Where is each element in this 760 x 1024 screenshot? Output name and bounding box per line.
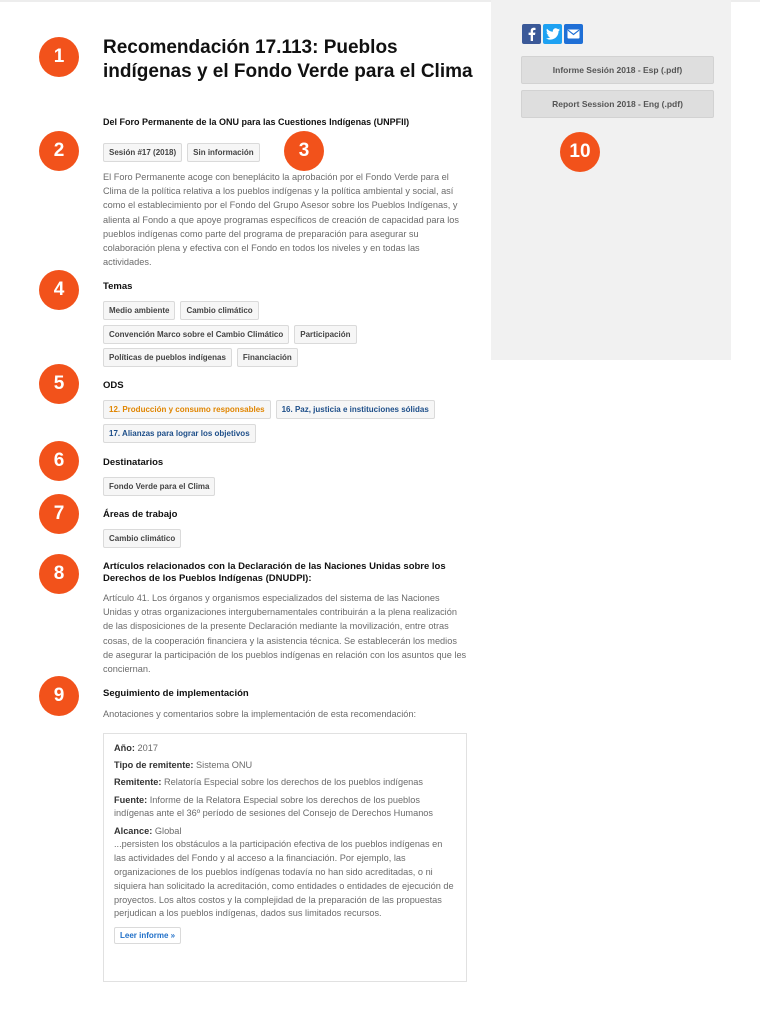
spanish-report-button[interactable]: Informe Sesión 2018 - Esp (.pdf) — [521, 56, 714, 84]
sender-value: Relatoría Especial sobre los derechos de los pueblos indígenas — [164, 777, 423, 788]
sdg-tag-16[interactable]: 16. Paz, justicia e instituciones sólidas — [276, 400, 435, 419]
undrip-article-text: Artículo 41. Los órganos y organismos especializados del sistema de las Naciones Unidas y otras organizaciones intergubernamentales contribuirán a la plena realización de las disposiciones de la presente Declaración mediante la movilización, entre otras cosas, de la cooperación financiera y la asistencia técnica. Se establecerán los medios de asegurar la participación de los pueblos indígenas en relación con los asuntos que les conciernan. — [103, 593, 467, 675]
theme-tag[interactable]: Políticas de pueblos indígenas — [103, 348, 232, 367]
marker-10: 10 — [560, 132, 600, 172]
work-areas-heading: Áreas de trabajo — [103, 509, 178, 520]
scope-value: Global — [154, 825, 182, 836]
marker-2: 2 — [39, 131, 79, 171]
sdg-row-2 — [103, 424, 256, 443]
followup-intro: Anotaciones y comentarios sobre la implementación de esta recomendación: — [103, 709, 417, 719]
marker-5: 5 — [39, 364, 79, 404]
share-bar — [522, 24, 583, 44]
recipients-row — [103, 477, 215, 496]
theme-tag[interactable]: Financiación — [237, 348, 298, 367]
sdg-tag-17[interactable]: 17. Alianzas para lograr los objetivos — [103, 424, 256, 443]
themes-row-3 — [103, 348, 298, 367]
marker-3: 3 — [284, 131, 324, 171]
scope-row: Alcance: Global — [114, 825, 182, 836]
marker-1: 1 — [39, 37, 79, 77]
theme-tag[interactable]: Medio ambiente — [103, 301, 175, 320]
themes-heading: Temas — [103, 281, 133, 292]
sidebar — [491, 0, 731, 360]
undrip-heading: Artículos relacionados con la Declaración de las Naciones Unidas sobre los Derechos de los Pueblos Indígenas (DNUDPI): — [103, 561, 446, 584]
year-row: Año: 2017 — [114, 743, 158, 753]
marker-4: 4 — [39, 270, 79, 310]
facebook-icon[interactable] — [522, 24, 541, 44]
sdg-heading: ODS — [103, 380, 124, 391]
year-value: 2017 — [137, 743, 158, 753]
recipients-heading: Destinatarios — [103, 457, 164, 468]
source-line: Del Foro Permanente de la ONU para las Cuestiones Indígenas (UNPFII) — [103, 117, 410, 127]
sdg-row-1 — [103, 400, 435, 419]
page-title: Recomendación 17.113: Pueblos indígenas y el Fondo Verde para el Clima — [103, 37, 473, 82]
source-row: Fuente: Informe de la Relatora Especial sobre los derechos de los pueblos indígenas ante el 36º período de sesiones del Consejo de Derechos Humanos — [114, 794, 434, 819]
work-areas-row — [103, 529, 181, 548]
twitter-icon[interactable] — [543, 24, 562, 44]
followup-heading: Seguimiento de implementación — [103, 688, 249, 699]
sender-type-value: Sistema ONU — [196, 760, 253, 771]
theme-tag[interactable]: Participación — [294, 325, 356, 344]
marker-7: 7 — [39, 494, 79, 534]
excerpt-text: ...persisten los obstáculos a la participación efectiva de los pueblos indígenas en las actividades del Fondo y al acceso a la financiación. Por ejemplo, las organizaciones de los pueblos indígenas todavía no han sido acreditadas, o ni siquiera han solicitado la acreditación, como entidades o entidades de ejecución de proyectos. Los altos costos y la complejidad de la preparación de las propuestas perjudican a los pueblos indígenas, dados sus limitados recursos. — [114, 839, 454, 919]
marker-9: 9 — [39, 676, 79, 716]
recipient-tag[interactable]: Fondo Verde para el Clima — [103, 477, 215, 496]
theme-tag[interactable]: Cambio climático — [180, 301, 258, 320]
source-value: Informe de la Relatora Especial sobre los derechos de los pueblos indígenas ante el 36º período de sesiones del Consejo de Derechos Humanos — [114, 794, 434, 819]
themes-row-1 — [103, 301, 259, 320]
work-area-tag[interactable]: Cambio climático — [103, 529, 181, 548]
read-report-link[interactable]: Leer informe » — [114, 927, 181, 944]
marker-8: 8 — [39, 554, 79, 594]
theme-tag[interactable]: Convención Marco sobre el Cambio Climático — [103, 325, 289, 344]
sender-row: Remitente: Relatoría Especial sobre los derechos de los pueblos indígenas — [114, 777, 423, 788]
english-report-button[interactable]: Report Session 2018 - Eng (.pdf) — [521, 90, 714, 118]
session-tag[interactable]: Sesión #17 (2018) — [103, 143, 182, 162]
status-tag[interactable]: Sin información — [187, 143, 259, 162]
themes-row-2 — [103, 325, 357, 344]
sdg-tag-12[interactable]: 12. Producción y consumo responsables — [103, 400, 271, 419]
followup-annotation-card — [103, 733, 467, 982]
sender-type-row: Tipo de remitente: Sistema ONU — [114, 760, 253, 771]
email-icon[interactable] — [564, 24, 583, 44]
session-tags — [103, 143, 260, 162]
recommendation-text: El Foro Permanente acoge con beneplácito la aprobación por el Fondo Verde para el Clima de la política relativa a los pueblos indígenas y la política ambiental y social, así como el establecimiento por el Fondo del Grupo Asesor sobre los Pueblos Indígenas, y alienta al Fondo a que apoye programas específicos de creación de capacidad para los pueblos indígenas como parte del programa de preparación para asegurar su colaboración plena y efectiva con el Fondo en todos los niveles y en todas las actividades. — [103, 172, 459, 268]
marker-6: 6 — [39, 441, 79, 481]
